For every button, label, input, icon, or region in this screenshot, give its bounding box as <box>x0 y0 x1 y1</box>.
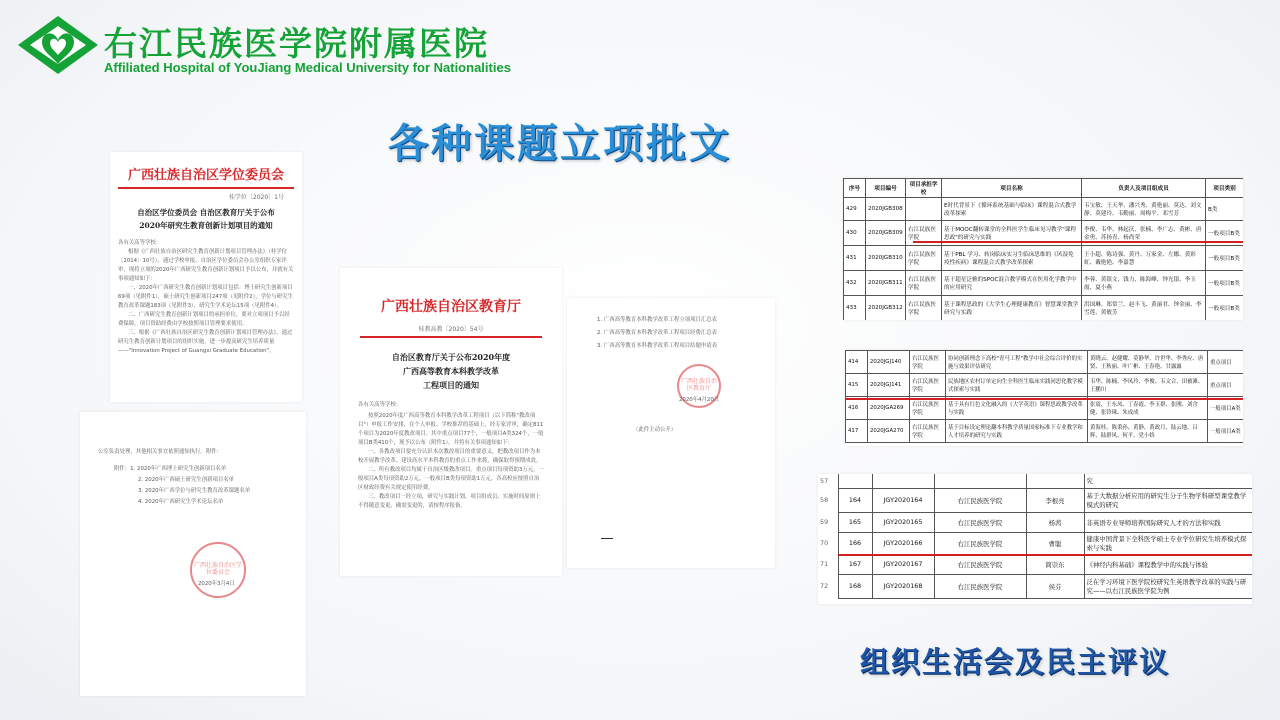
document-degree-committee-notice <box>110 152 302 402</box>
document-title-line: 自治区教育厅关于公布2020年度 <box>391 352 511 362</box>
column-header: 项目类别 <box>1206 179 1244 198</box>
red-divider <box>360 336 542 338</box>
table-cell: 2020JGB308 <box>866 198 906 221</box>
table-cell: 基于具有红色文化融入的《大学英语》课程思政教学改革与实践 <box>946 397 1088 420</box>
table-cell: 李根亮 <box>1026 488 1084 512</box>
table-cell: 164 <box>838 488 872 512</box>
row-number-cell: 57 <box>820 477 829 485</box>
table-cell: 泛在学习环境下医学院校研究生英语教学改革的实践与研究——以右江民族医学院为例 <box>1084 574 1252 598</box>
table-cell: 曹聪 <box>1026 532 1084 554</box>
document-paragraph: 二、广西研究生教育创新计划项目的承担单位，要对立项项目予以经费保障，项目资助经费由学校按照项目管理要求使用。 <box>118 312 290 327</box>
row-number-cell: 72 <box>820 582 829 590</box>
table-cell: 右江民族医学院 <box>906 221 942 246</box>
table-row <box>818 474 1252 488</box>
red-divider <box>118 187 294 189</box>
table-cell: 右江民族医学院 <box>906 271 942 296</box>
table-cell <box>1026 474 1084 488</box>
table-row <box>846 420 1244 443</box>
document-degree-committee-notice-page2 <box>80 412 306 696</box>
document-date: 2020年3月4日 <box>198 581 235 587</box>
attachment-item: 2. 2020年广西硕士研究生创新项目名单 <box>138 477 235 483</box>
table-cell: JGY2020164 <box>872 488 934 512</box>
table-cell: 侯芬 <box>1026 574 1084 598</box>
table-cell: 基于课程思政的《大学生心理健康教育》智慧课堂教学研究与实践 <box>942 296 1082 321</box>
document-paragraph: 根据《广西壮族自治区研究生教育创新计划项目管理办法》（桂学位〔2014〕10号），通过学校申报、自治区学位委员会办公室组织专家评审，现将立项的2020年广西研究生教育创新计划项目予以公布，并就有关事项通知如下： <box>118 249 294 282</box>
table-row <box>846 351 1244 374</box>
table-row <box>844 198 1244 221</box>
red-highlight-underline <box>838 554 1252 556</box>
attachment-item: 3. 广西高等教育本科教学改革工程项目结题申请表 <box>597 343 718 349</box>
table-cell: 429 <box>844 198 866 221</box>
table-cell: 洪国琳、郑常兰、赵丰飞、黄丽君、钟金丽、李雪莲、黄敏芳 <box>1082 296 1206 321</box>
document-paragraph: 一、各教改项目要充分认识本次教改项目的重要意义，把教改项目作为本校开展教学改革、建设高水平本科教育的重点工作来抓，确保取得预期成效。 <box>358 449 542 464</box>
document-paragraph: 三、教改项目一经立项，研究与实践计划、项目组成员、实施时间原则上不得随意变更，确需变更的，请按程序报备。 <box>358 494 541 509</box>
table-cell: 健康中国背景下全科医学硕士专业学位研究生培养模式探索与实践 <box>1084 532 1252 554</box>
table-cell: 右江民族医学院 <box>910 420 946 443</box>
attachment-item: 4. 2020年广西研究生学术论坛名单 <box>138 499 224 505</box>
table-cell: 黄海桂、陈秉孙、黄静、黄政月、陆云地、吕辉、陆群风、何平、党小娇 <box>1088 420 1208 443</box>
table-row <box>844 271 1244 296</box>
table-cell: 基于MOOC翻转课堂的全科医学生临床见习教学"课程思政"的研究与实践 <box>942 221 1082 246</box>
document-date: 2020年4月20日 <box>679 397 720 403</box>
table-row <box>818 532 1252 554</box>
table-cell: 2020JGB312 <box>866 296 906 321</box>
table-cell: B类 <box>1206 198 1244 221</box>
table-cell: 一般项目B类 <box>1206 246 1244 271</box>
document-paragraph: 公室负责处理，其他相关事宜依照通知执行。附件： <box>98 449 222 455</box>
table-cell <box>934 474 1026 488</box>
table-cell: 非英语专业导师培养国际研究人才的方法和实践 <box>1084 512 1252 532</box>
table-cell: 协同创新理念下高校"青马工程"教学中社会综合评价的实施与效果评估研究 <box>946 351 1088 374</box>
document-education-department-notice-page2 <box>567 298 775 568</box>
document-title-line: 广西高等教育本科教学改革 <box>403 366 499 376</box>
document-red-header: 广西壮族自治区学位委员会 <box>127 168 284 183</box>
table-cell: 杨茜 <box>1026 512 1084 532</box>
table-cell: 《神经内科基础》课程教学中的实践与体验 <box>1084 554 1252 574</box>
table-row <box>818 512 1252 532</box>
table-cell: 一般项目A类 <box>1208 420 1244 443</box>
hospital-logo-icon <box>14 12 102 78</box>
table-cell <box>872 474 934 488</box>
table-row <box>818 554 1252 574</box>
table-cell: E时代背景下《循环系统基础与临床》课程混合式教学改革探索 <box>942 198 1082 221</box>
project-table <box>843 178 1243 320</box>
table-cell: 一般项目A类 <box>1208 397 1244 420</box>
table-row <box>846 374 1244 397</box>
table-cell: 433 <box>844 296 866 321</box>
table-cell: 431 <box>844 246 866 271</box>
table-cell: 2020JGB309 <box>866 221 906 246</box>
table-cell: 右江民族医学院 <box>910 351 946 374</box>
row-number-cell: 58 <box>820 496 829 504</box>
table-cell: 基于PBL 学习、转岗临床实习生临床思维的《风湿免疫性疾病》课程混合式教学改革探索 <box>942 246 1082 271</box>
row-number-cell: 70 <box>820 539 829 547</box>
project-table <box>845 350 1243 443</box>
document-red-header: 广西壮族自治区教育厅 <box>381 299 521 315</box>
table-cell: 一般项目B类 <box>1206 271 1244 296</box>
project-list-table-3 <box>818 474 1252 604</box>
table-cell: 右江民族医学院 <box>934 574 1026 598</box>
document-title-line: 自治区学位委员会 自治区教育厅关于公布 <box>137 208 275 217</box>
table-cell: 432 <box>844 271 866 296</box>
document-title-line: 2020年研究生教育创新计划项目的通知 <box>139 221 273 230</box>
table-cell: 2020JGB311 <box>866 271 906 296</box>
table-cell: JGY2020168 <box>872 574 934 598</box>
column-header: 项目名称 <box>942 179 1082 198</box>
table-cell: 右江民族医学院 <box>934 488 1026 512</box>
table-row <box>844 246 1244 271</box>
table-cell: 李俊、韦华、林起沃、张楠、李广志、黄彬、唐金勇、苏扬青、杨尚荣 <box>1082 221 1206 246</box>
table-row <box>818 488 1252 512</box>
row-number-cell: 59 <box>820 518 829 526</box>
table-cell: 2020JGA269 <box>868 397 910 420</box>
table-cell: 166 <box>838 532 872 554</box>
table-cell: 基于大数据分析应用的研究生分子生物学科研型课堂教学模式的研究 <box>1084 488 1252 512</box>
attachment-item: 2. 广西高等教育本科教学改革工程项目经费汇总表 <box>597 330 718 336</box>
table-cell: 张震、王东凤、丁春霞、李玉群、张刚、刘含健、张铃珠、朱成成 <box>1088 397 1208 420</box>
table-cell: 右江民族医学院 <box>910 374 946 397</box>
document-cc-note: （此件主动公开） <box>633 427 677 433</box>
footer-caption: 组织生活会及民主评议 <box>860 645 1171 679</box>
row-number-cell: 71 <box>820 560 829 568</box>
document-greeting: 各有关高等学校： <box>358 402 402 408</box>
column-header: 项目编号 <box>866 179 906 198</box>
table-cell: 416 <box>846 397 868 420</box>
table-cell: 右江民族医学院 <box>906 246 942 271</box>
table-cell: 2020JGJ140 <box>868 351 910 374</box>
table-cell: 415 <box>846 374 868 397</box>
page-dash <box>601 538 613 539</box>
table-cell: JGY2020165 <box>872 512 934 532</box>
table-cell: 基于超星泛雅的SPOC混合教学模式在医用化学教学中的应用研究 <box>942 271 1082 296</box>
table-cell: 简崇东 <box>1026 554 1084 574</box>
table-cell: 究 <box>1084 474 1252 488</box>
table-cell: 430 <box>844 221 866 246</box>
table-cell: 414 <box>846 351 868 374</box>
table-cell: 一般项目B类 <box>1206 221 1244 246</box>
attachment-item: 附件：1. 2020年广西博士研究生创新项目名单 <box>114 466 227 472</box>
main-title: 各种课题立项批文 <box>388 121 732 167</box>
document-education-department-notice <box>340 268 562 576</box>
table-cell <box>906 198 942 221</box>
table-header-row <box>844 179 1244 198</box>
column-header: 负责人及项目组成员 <box>1082 179 1206 198</box>
red-highlight-underline <box>913 241 1243 243</box>
document-paragraph: 按照2020年度广西高等教育本科教学改革工程项目（以下简称"教改项目"）申报工作安排，在个人申报、学校推荐的基础上，经专家评审，确定811个项目为2020年度教改项目。其中重点项目77个，一般项目A类324个，一般项目B类410个，现予以公布（附件1），并将有关事项通知如下： <box>358 413 544 446</box>
table-cell: 右江民族医学院 <box>910 397 946 420</box>
document-number: 桂学位〔2020〕1号 <box>228 194 284 201</box>
table-cell: 417 <box>846 420 868 443</box>
table-cell <box>838 474 872 488</box>
table-cell: 李蓉、黄银文、钱力、陈海峰、钟光银、李玉霞、夏小燕 <box>1082 271 1206 296</box>
column-header: 序号 <box>844 179 866 198</box>
table-cell: 右江民族医学院 <box>934 532 1026 554</box>
stamp-text: 广西壮族自治区学位委员会 <box>193 562 242 576</box>
table-cell: 重点项目 <box>1208 351 1244 374</box>
document-number: 桂教高教〔2020〕54号 <box>418 326 484 333</box>
official-red-stamp <box>190 542 246 598</box>
table-cell: 一般项目B类 <box>1206 296 1244 321</box>
project-list-table-1 <box>843 178 1243 320</box>
table-cell: 168 <box>838 574 872 598</box>
table-cell: 右江民族医学院 <box>906 296 942 321</box>
table-cell: 2020JGB310 <box>866 246 906 271</box>
document-title-line: 工程项目的通知 <box>423 380 479 390</box>
table-cell: 黄晓云、赵健耀、莫静华、许世华、李秀应、唐贤、王秋丽、叶广彬、王春艳、甘露露 <box>1088 351 1208 374</box>
table-cell: 韦宝敏、王天华、潘兴秀、黄艳丽、莫达、刘文静、莫建玲、韦勤丽、周梅平、邓雪芳 <box>1082 198 1206 221</box>
table-cell: 基于目标设定理论翻本科教学质量国家标准下专业教学和人才培养的研究与实践 <box>946 420 1088 443</box>
table-cell: JGY2020166 <box>872 532 934 554</box>
attachment-item: 3. 2020年广西学位与研究生教育改革课题名单 <box>138 488 251 494</box>
project-list-table-2 <box>845 350 1243 446</box>
project-table <box>818 474 1252 599</box>
brand-name-english: Affiliated Hospital of YouJiang Medical University for Nationalities <box>104 60 511 75</box>
table-cell: 167 <box>838 554 872 574</box>
attachment-item: 1. 广西高等教育本科教学改革工程立项项目汇总表 <box>597 317 718 323</box>
table-cell: 民族地区农村订单定向生全科医生临床实践同思化教学模式探索与实践 <box>946 374 1088 397</box>
table-cell: 重点项目 <box>1208 374 1244 397</box>
table-cell: 165 <box>838 512 872 532</box>
document-paragraph: 一、2020年广西研究生教育创新计划项目包括：博士研究生创新项目69项（见附件1），硕士研究生创新项目247项（见附件2），学位与研究生教育改革课题183项（见附件3），研究生学术论坛15项（见附件4）。 <box>118 285 293 309</box>
table-row <box>844 296 1244 321</box>
red-highlight-underline <box>845 398 1243 400</box>
stamp-text: 广西壮族自治区教育厅 <box>680 378 717 392</box>
table-cell: JGY2020167 <box>872 554 934 574</box>
brand-name-chinese: 右江民族医学院附属医院 <box>104 24 489 63</box>
table-cell: 右江民族医学院 <box>934 554 1026 574</box>
table-cell: 2020JGJ141 <box>868 374 910 397</box>
document-paragraph: 三、根据《广西壮族自治区研究生教育创新计划项目管理办法》，通过研究生教育创新计划项目的组织实施，进一步提高研究生培养质量——"Innovation Project of Guangxi Graduate Education"。 <box>118 330 293 354</box>
column-header: 项目承担学校 <box>906 179 942 198</box>
table-row <box>818 574 1252 598</box>
document-paragraph: 二、所有教改项目均属于自治区级教改项目。重点项目每项资助3万元，一般项目A类每项资助2万元，一般项目B类每项资助1万元。各高校应按照自治区财政经费有关规定使用经费。 <box>358 467 544 491</box>
table-cell: 右江民族医学院 <box>934 512 1026 532</box>
table-cell: 韦华、陈楠、李凤玲、李俊、韦文合、田被滩、王鹏川 <box>1088 374 1208 397</box>
table-cell: 2020JGA270 <box>868 420 910 443</box>
document-greeting: 各有关高等学校： <box>118 240 162 246</box>
table-cell: 王小超、陈诗强、黄丹、万家金、左娜、黄彩虹、戴艳艳、李嘉慧 <box>1082 246 1206 271</box>
